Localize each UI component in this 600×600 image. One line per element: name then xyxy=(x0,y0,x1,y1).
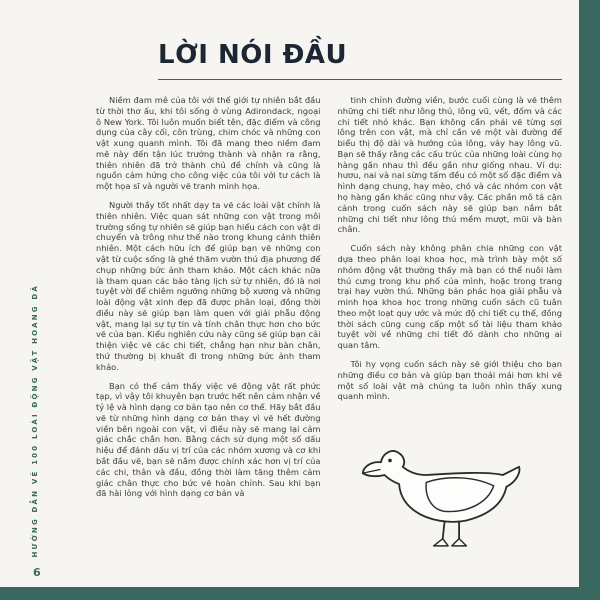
paragraph: Tôi hy vọng cuốn sách này sẽ giới thiệu cho bạn những điều cơ bản và giúp bạn thoải mái hơn khi vẽ một số loài vật mà chúng ta luôn nhìn thấy xung quanh mình. xyxy=(337,358,562,402)
paragraph: Bạn có thể cảm thấy việc vẽ động vật rất phức tạp, vì vậy tôi khuyên bạn trước hết nên cảm nhận về tỷ lệ và hình dạng cơ bản tạo nên cơ thể. Hãy bắt đầu vẽ từ những hình dạng cơ bản thay vì vẽ hết đường viền bên ngoài con vật, vì điều này sẽ mang lại cảm giác chắc chắn hơn. Bằng cách sử dụng một số dấu hiệu để đánh dấu vị trí của các nhóm xương và cơ khi bắt đầu vẽ, bạn sẽ nắm được chính xác hơn vị trí của các chi, thân và đầu, đồng thời làm tăng thêm cảm giác chân thực cho bức vẽ hoàn chỉnh. Sau khi bạn đã hài lòng với hình dạng cơ bản và xyxy=(96,380,321,499)
bottom-border-bar xyxy=(0,587,600,600)
duck-line-drawing-icon xyxy=(350,416,550,554)
page-content xyxy=(96,40,562,582)
left-column xyxy=(96,95,321,554)
paragraph: Niềm đam mê của tôi với thế giới tự nhiên bắt đầu từ thời thơ ấu, khi tôi sống ở vùng Adirondack, ngoại ô New York. Tôi luôn muốn biết tên, đặc điểm và công dụng của cây cối, côn trùng, chim chóc và những con vật xung quanh mình. Tôi đã mang theo niềm đam mê này đến tận lúc trưởng thành và nhận ra rằng, thiên nhiên đã trở thành chủ đề chính và cũng là nguồn cảm hứng cho công việc của tôi với tư cách là một họa sĩ và người vẽ tranh minh họa. xyxy=(96,95,321,192)
paragraph: Cuốn sách này không phân chia những con vật dựa theo phân loại khoa học, mà trình bày một số nhóm động vật thường thấy mà bạn có thể nuôi làm thú cưng trong khu phố của mình, hoặc trong trang trại hay vườn thú. Những bản phác họa giải phẫu và minh họa khoa học trong những cuốn sách cũ tuân theo một loạt quy ước và mức độ chi tiết cụ thể, đồng thời sách cũng cung cấp một số tài liệu tham khảo tuyệt vời về những chi tiết đó dành cho những ai quan tâm. xyxy=(337,243,562,351)
text-columns xyxy=(96,95,562,554)
duck-illustration xyxy=(338,416,563,554)
spine-title: HƯỚNG DẪN VẼ 100 LOÀI ĐỘNG VẬT HOANG DÃ xyxy=(31,284,39,558)
page-title: LỜI NÓI ĐẦU xyxy=(158,40,348,70)
paragraph: tinh chỉnh đường viền, bước cuối cùng là vẽ thêm những chi tiết như lông thú, lông vũ, vết, đốm và các chi tiết nhỏ khác. Bạn không cần phải vẽ từng sợi lông trên con vật, mà chỉ cần vẽ một vài đường để biểu thị độ dài và hướng của lông, vảy hay lông vũ. Bạn sẽ thấy rằng các cấu trúc của những loài cùng họ hàng gần nhau thì đều gần như giống nhau. Ví dụ: hươu, nai và nai sừng tấm đều có một số đặc điểm và hình dạng chung, hay mèo, chó và các nhóm con vật họ hàng gần khác cũng như vậy. Các phần mô tả cận cảnh trong cuốn sách này sẽ giúp bạn nắm bắt những chi tiết như lông thú mềm mượt, mũi và bàn chân. xyxy=(337,95,562,235)
right-border-bar xyxy=(579,0,600,600)
title-divider xyxy=(158,79,562,80)
right-column xyxy=(338,95,563,554)
page-number: 6 xyxy=(33,566,41,579)
paragraph: Người thầy tốt nhất dạy ta vẽ các loài vật chính là thiên nhiên. Việc quan sát những con vật trong môi trường sống tự nhiên sẽ giúp bạn hiểu cách con vật di chuyển và trông như thế nào trong khung cảnh thiên nhiên. Một cách hữu ích để giúp bạn vẽ những con vật từ cuộc sống là ghé thăm vườn thú địa phương để chụp những bức ảnh tham khảo. Một cách khác nữa là tham quan các bảo tàng lịch sử tự nhiên, đó là nơi tuyệt vời để chiêm ngưỡng những bộ xương và những loài động vật xinh đẹp đã được phân loại, đồng thời điều này sẽ giúp bạn làm quen với giải phẫu động vật, mang lại sự tự tin và tính chân thực hơn cho bức vẽ của bạn. Kiểu nghiên cứu này cũng sẽ giúp bạn cải thiện việc vẽ các chi tiết, chẳng hạn như bàn chân, thứ thường bị khuất đi trong những bức ảnh tham khảo. xyxy=(96,200,321,372)
